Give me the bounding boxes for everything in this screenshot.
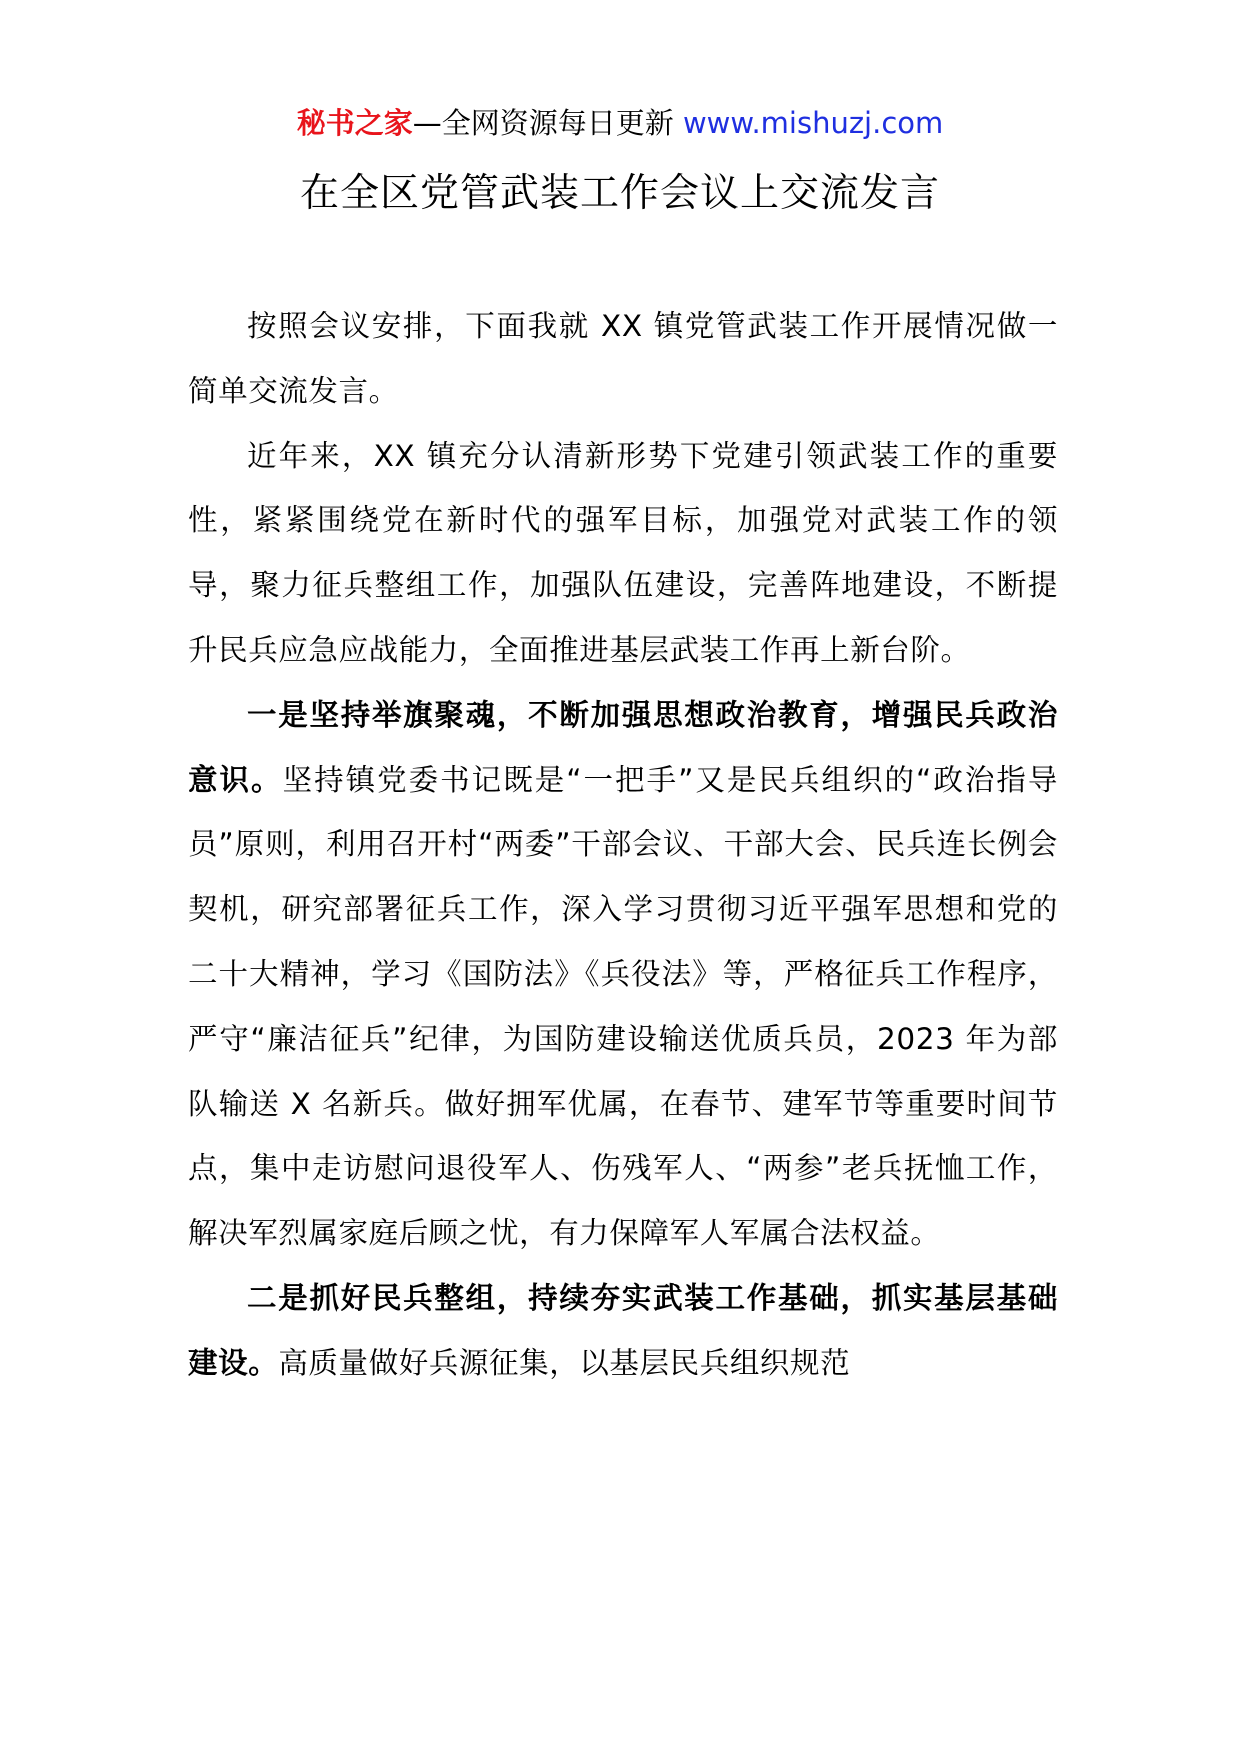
document-title: 在全区党管武装工作会议上交流发言 [299, 171, 940, 216]
paragraph-lead: 一是坚持举旗聚魂，不断加强思想政治教育，增强民兵政治意识。 [188, 697, 1058, 797]
paragraph-text: 坚持镇党委书记既是“一把手”又是民兵组织的“政治指导员”原则，利用召开村“两委”干部会议、干部大会、民兵连长例会契机，研究部署征兵工作，深入学习贯彻习近平强军思想和党的二十大精神，学习《国防法》《兵役法》等，严格征兵工作程序，严守“廉洁征兵”纪律，为国防建设输送优质兵员，2023 年为部队输送 X 名新兵。做好拥军优属，在春节、建军节等重要时间节点，集中走访慰问退役军人、伤残军人、“两参”老兵抚恤工作，解决军烈属家庭后顾之忧，有力保障军人军属合法权益。 [188, 762, 1058, 1251]
paragraph-point-one [188, 683, 1058, 1266]
paragraph-point-two [188, 1266, 1058, 1396]
brand-name: 秘书之家 [296, 106, 413, 140]
document-body [188, 294, 1058, 1396]
header-tagline: —全网资源每日更新 [412, 106, 683, 140]
paragraph-text: 高质量做好兵源征集，以基层民兵组织规范 [278, 1345, 851, 1380]
paragraph-intro [188, 294, 1058, 424]
paragraph-text: 近年来，XX 镇充分认清新形势下党建引领武装工作的重要性，紧紧围绕党在新时代的强军目标，加强党对武装工作的领导，聚力征兵整组工作，加强队伍建设，完善阵地建设，不断提升民兵应急应战能力，全面推进基层武装工作再上新台阶。 [188, 438, 1058, 667]
paragraph-overview [188, 424, 1058, 683]
watermark-header [0, 103, 1240, 143]
paragraph-lead: 二是抓好民兵整组，持续夯实武装工作基础，抓实基层基础建设。 [188, 1280, 1058, 1380]
paragraph-text: 按照会议安排，下面我就 XX 镇党管武装工作开展情况做一简单交流发言。 [188, 309, 1058, 408]
site-url-link[interactable]: www.mishuzj.com [682, 106, 944, 140]
